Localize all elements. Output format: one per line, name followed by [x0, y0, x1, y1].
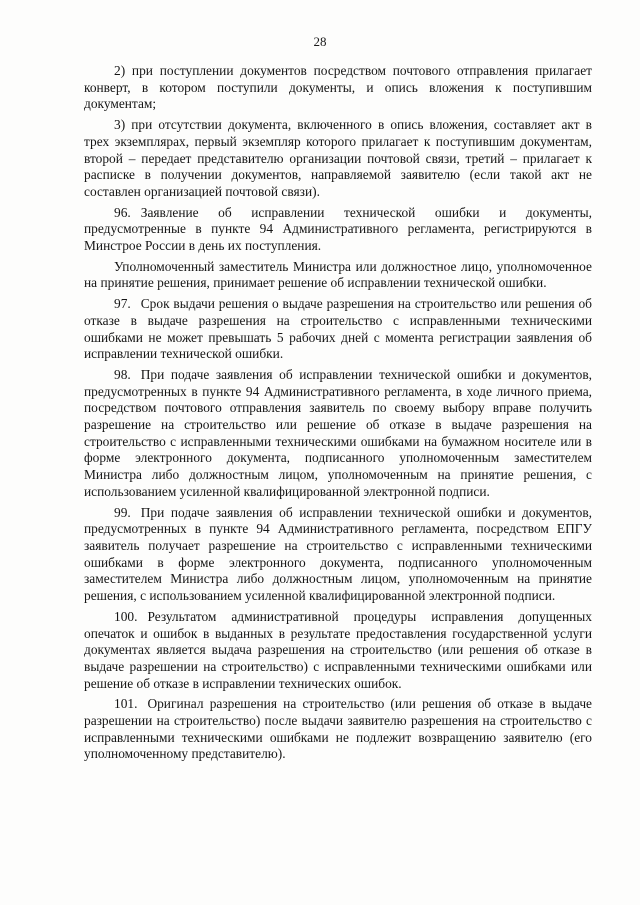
paragraph [84, 63, 592, 113]
paragraph-text: Результатом административной процедуры исправления допущенных опечаток и ошибок в выданных в результате предоставления государственной услуги документах является выдача разрешения на строительство (или решения об отказе в выдаче разрешении на строительство) с исправленными техническими ошибками или решение об отказе в исправлении технических ошибок. [84, 608, 592, 691]
page-number: 28 [313, 34, 327, 49]
paragraph-99 [84, 505, 592, 605]
paragraph-100 [84, 609, 592, 693]
paragraph-number: 97. [114, 296, 131, 312]
paragraph-number: 99. [114, 504, 131, 520]
paragraph-96 [84, 205, 592, 255]
paragraph-97 [84, 296, 592, 363]
document-body [84, 63, 592, 767]
paragraph-text: Оригинал разрешения на строительство (или решения об отказе в выдаче разрешении на строительство) после выдачи заявителю разрешения на строительство с исправленными техническими ошибками не подлежит возвращению заявителю (его уполномоченному представителю). [84, 696, 592, 762]
paragraph-text: При подаче заявления об исправлении технической ошибки и документов, предусмотренных в пункте 94 Административного регламента, в ходе личного приема, посредством почтового отправления заявитель по своему выбору вправе получить разрешение на строительство или решение об отказе в выдаче разрешения на строительство с исправленными техническими ошибками на бумажном носителе или в форме электронного документа, подписанного уполномоченным заместителем Министра либо должностным лицом, уполномоченным на принятие решения, с использованием усиленной квалифицированной электронной подписи. [84, 366, 592, 499]
paragraph-text: 2) при поступлении документов посредством почтового отправления прилагает конверт, в котором поступили документы, и опись вложения к поступившим документам; [84, 63, 592, 112]
paragraph-101 [84, 696, 592, 763]
paragraph-text: 3) при отсутствии документа, включенного в опись вложения, составляет акт в трех экземплярах, первый экземпляр которого прилагает к поступившим документам, второй – передает представителю организации почтовой связи, третий – прилагает к расписке в получении документов, направляемой заявителю (если такой акт не составлен организацией почтовой связи). [84, 117, 592, 199]
paragraph-number: 98. [114, 366, 131, 382]
paragraph-text: Заявление об исправлении технической ошибки и документы, предусмотренные в пункте 94 Административного регламента, регистрируются в Минстрое России в день их поступления. [84, 204, 592, 254]
paragraph [84, 259, 592, 292]
paragraph-number: 96. [114, 204, 131, 220]
paragraph [84, 117, 592, 201]
paragraph-text: Уполномоченный заместитель Министра или должностное лицо, уполномоченное на принятие решения, принимает решение об исправлении технической ошибки. [84, 258, 592, 291]
paragraph-text: При подаче заявления об исправлении технической ошибки и документов, предусмотренных в пункте 94 Административного регламента, посредством ЕПГУ заявитель получает разрешение на строительство с исправленными техническими ошибками в форме электронного документа, подписанного уполномоченным заместителем Министра либо должностным лицом, уполномоченным на принятие решения, с использованием усиленной квалифицированной электронной подписи. [84, 504, 592, 604]
paragraph-number: 100. [114, 608, 138, 624]
paragraph-text: Срок выдачи решения о выдаче разрешения на строительство или решения об отказе в выдаче разрешения на строительство с исправленными техническими ошибками не может превышать 5 рабочих дней с момента регистрации заявления об исправлении технической ошибки. [84, 296, 592, 362]
paragraph-98 [84, 367, 592, 501]
paragraph-number: 101. [114, 696, 138, 712]
